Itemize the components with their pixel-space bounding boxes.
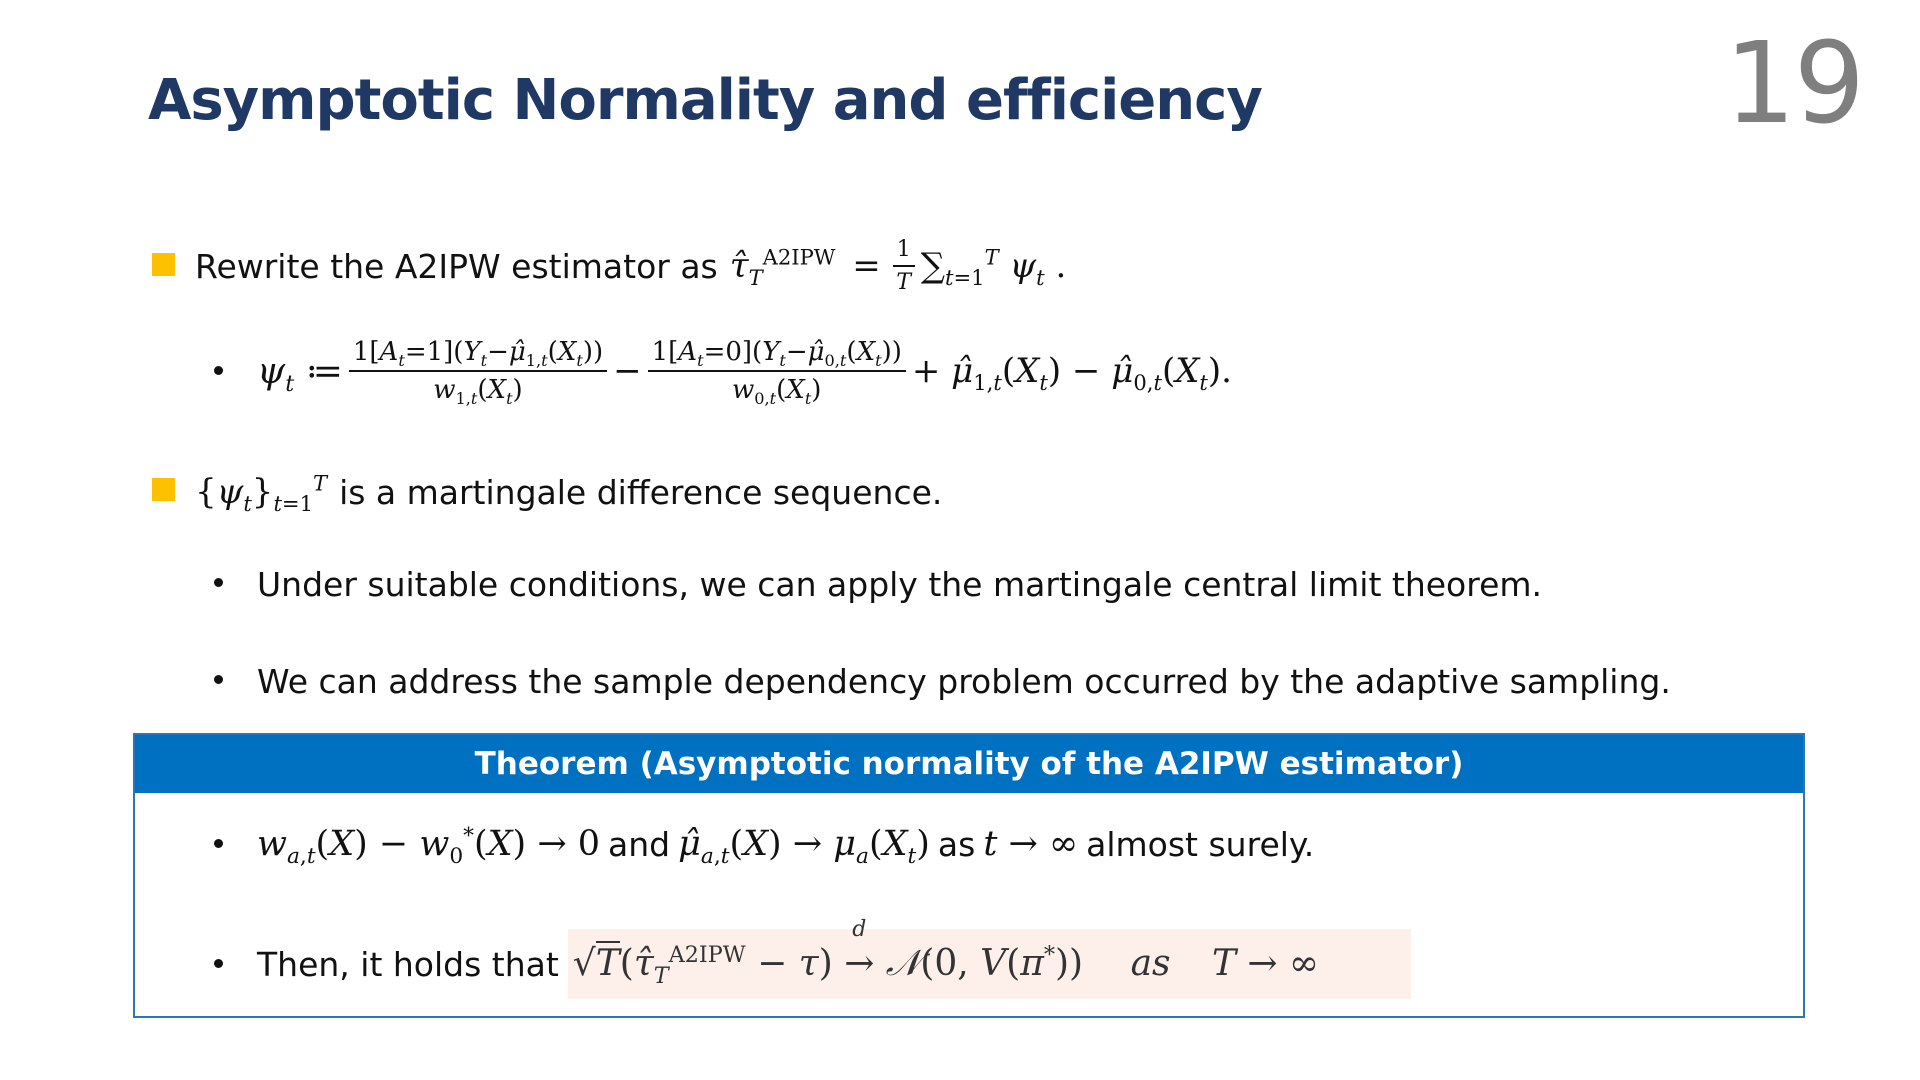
- bullet-text: is a martingale difference sequence.: [339, 472, 943, 512]
- math-fraction-control: $\frac{1[A_t=0](Y_t-\mû_{0,t}(X_t))}{w_{0,t}(X_t)}$: [648, 337, 906, 405]
- math-psi-set: $\{\psi_t\}_{t=1}^T$: [195, 470, 328, 516]
- math-w-convergence: $w_{a,t}(X) - w_0^*(X) \to 0$: [257, 823, 601, 869]
- math-mu-terms: + $\mû_{1,t}(X_t)$ − $\mû_{0,t}(X_t)$.: [911, 351, 1232, 395]
- math-asymptotic-normality: $√T(\taû_T^{A2IPW} - \tau)$ d → 𝒩(0, V(π*)) as T → ∞: [572, 917, 1320, 990]
- math-mu-convergence: $\mû_{a,t}(X) \to \mu_a(X_t)$: [678, 824, 930, 869]
- theorem-condition: $w_{a,t}(X) - w_0^*(X) \to 0$ and $\mû_{a,t}(X) \to \mu_a(X_t)$ as t → ∞ almost surely.: [257, 823, 1315, 869]
- dot-bullet-icon: [214, 959, 223, 968]
- math-fraction-treated: $\frac{1[A_t=1](Y_t-\mû_{1,t}(X_t))}{w_{1,t}(X_t)}$: [349, 337, 607, 405]
- sub-bullet-dependency: We can address the sample dependency problem occurred by the adaptive sampling.: [257, 661, 1671, 701]
- bullet-martingale: [195, 464, 942, 520]
- page-number: 19: [1724, 19, 1863, 149]
- math-fraction: $\frac{1}{T}$: [893, 237, 915, 295]
- theorem-header: Theorem (Asymptotic normality of the A2IPW estimator): [135, 735, 1803, 793]
- square-bullet-icon: [152, 253, 175, 276]
- math-t-infinity: t → ∞: [983, 824, 1079, 864]
- bullet-text: Rewrite the A2IPW estimator as: [195, 246, 718, 286]
- slide-title: Asymptotic Normality and efficiency: [148, 68, 1262, 133]
- square-bullet-icon: [152, 478, 175, 501]
- psi-definition: $\psi_t$ ≔ $\frac{1[A_t=1](Y_t-\mû_{1,t}(X_t))}{w_{1,t}(X_t)}$ − $\frac{1[A_t=0](Y_t-\mû_{0,t}(X_t))}{w_{0,t}(X_t)}$ + $\mû_{1,t}(X_t)$ − $\mû_{0,t}(X_t)$.: [257, 337, 1232, 409]
- bullet-estimator: [195, 228, 1066, 304]
- dot-bullet-icon: [214, 675, 223, 684]
- dot-bullet-icon: [214, 578, 223, 587]
- math-estimator: $\taû_T^{A2IPW}$ =: [729, 244, 881, 290]
- theorem-result: Then, it holds that $√T(\taû_T^{A2IPW} - \tau)$ d → 𝒩(0, V(π*)) as T → ∞: [257, 917, 1320, 990]
- math-sum: $\sum_{t=1}^T$ $\psi_t$ .: [920, 244, 1067, 290]
- dot-bullet-icon: [214, 366, 223, 375]
- math-psi: $\psi_t$ ≔: [257, 350, 343, 397]
- dot-bullet-icon: [214, 839, 223, 848]
- sub-bullet-clt: Under suitable conditions, we can apply the martingale central limit theorem.: [257, 564, 1543, 604]
